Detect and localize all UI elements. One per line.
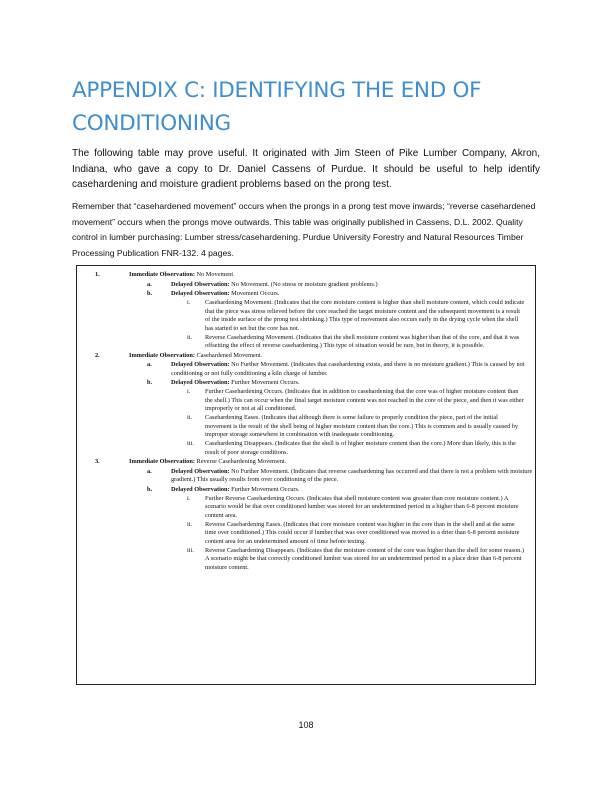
- observation-label: Delayed Observation:: [171, 485, 230, 493]
- outline-item-level-2: [77, 468, 535, 485]
- observation-text: Reverse Casehardening Disappears. (Indicates that the moisture content of the core was higher than the shell for some reason.) A scenario might be that correctly conditioned lumber was stored for an undetermined period in a place drier than 6-8 percent moisture content.: [205, 546, 524, 571]
- item-number: 3.: [95, 458, 100, 465]
- outline-item-level-3: [77, 299, 535, 333]
- item-number: b.: [147, 485, 153, 493]
- outline-item-level-2: [77, 290, 535, 299]
- page-number: 108: [298, 720, 314, 730]
- observation-label: Delayed Observation:: [171, 361, 230, 368]
- outline-item-level-2: [77, 486, 535, 495]
- observation-text: Casehardening Disappears. (Indicates that the shell is of higher moisture content than the core.) More than likely, this is the result of poor storage conditions.: [205, 440, 516, 456]
- outline-item-level-2: [77, 361, 535, 378]
- observation-label: Immediate Observation:: [129, 271, 195, 278]
- observation-text: Further Reverse Casehardening Occurs. (Indicates that shell moisture content was greater than core moisture content.) A scenario would be that over conditioned lumber was stored for an undetermined period in a higher than 6-8 percent moisture content area.: [205, 494, 519, 519]
- observation-text: Casehardening Movement. (Indicates that the core moisture content is higher than shell moisture content, which could indicate that the piece was stress relieved before the core reached the target moisture content and the subsequent movement is a result of the inside surface of the prong test shrinking.) This type of movement also occurs early in the drying cycle when the shell has started to set but the core has not.: [205, 299, 525, 332]
- outline-item-level-3: [77, 521, 535, 547]
- outline-item-level-1: [77, 458, 535, 467]
- page-title: APPENDIX C: IDENTIFYING THE END OF CONDITIONING: [72, 78, 482, 136]
- observation-text: Reverse Casehardening Movement.: [196, 458, 287, 465]
- observation-text: Casehardening Eases. (Indicates that although there is some failure to properly condition the piece, part of the initial movement is the result of the shell being of higher moisture content than the core.) This is common and is usually caused by improper storage somewhere in combination with inadequate conditioning.: [205, 414, 519, 438]
- observation-label: Immediate Observation:: [129, 458, 195, 465]
- outline-item-level-2: [77, 379, 535, 388]
- item-number: ii.: [187, 520, 193, 528]
- item-number: ii.: [187, 414, 193, 421]
- item-number: 2.: [95, 351, 100, 359]
- observation-text: No Further Movement. (Indicates that casehardening exists, and there is no moisture gradient.) This is caused by not conditioning or not fully conditioning a kiln charge of lumber.: [171, 361, 525, 377]
- outline-item-level-1: [77, 271, 535, 280]
- observation-text: Reverse Casehardening Movement. (Indicates that the shell moisture content was higher than that of the core, and that it was offsetting the effect of reverse casehardening.) This type of situation would be rare, but in theory, it is possible.: [205, 333, 520, 349]
- item-number: i.: [187, 388, 191, 395]
- item-number: b.: [147, 379, 153, 386]
- item-number: iii.: [187, 440, 194, 447]
- outline-item-level-3: [77, 547, 535, 573]
- outline-item-level-3: [77, 388, 535, 414]
- item-number: i.: [187, 299, 191, 306]
- observation-text: Further Movement Occurs.: [231, 379, 300, 386]
- observation-label: Delayed Observation:: [171, 290, 230, 297]
- observation-text: Further Movement Occurs.: [231, 485, 300, 493]
- outline-item-level-3: [77, 414, 535, 440]
- observation-text: Reverse Casehardening Eases. (Indicates that core moisture content was higher in the core than in the shell and at the same time over conditioned.) This could occur if lumber that was over conditioned was moved to a drier than 6-8 percent moisture content area for an undetermined amount of time before testing.: [205, 520, 520, 545]
- item-number: b.: [147, 290, 153, 297]
- observation-text: Movement Occurs.: [231, 290, 280, 297]
- observation-text: No Movement. (No stress or moisture gradient problems.): [231, 280, 378, 288]
- citation-note: Remember that “casehardened movement” occurs when the prongs in a prong test move inwards; “reverse casehardened movement” occurs when the prongs move outwards. This table was originally published in Cassens, D.L. 2002. Quality control in lumber purchasing: Lumber stress/casehardening. Purdue University Forestry and Natural Resources Timber Processing Publication FNR-132. 4 pages.: [72, 201, 536, 258]
- observation-text: Casehardened Movement.: [196, 351, 263, 359]
- observation-label: Delayed Observation:: [171, 467, 230, 475]
- observation-text: Further Casehardening Occurs. (Indicates that in addition to casehardening that the core was of higher moisture content than the shell.) This can occur when the final target moisture content was not reached in the core of the piece, and then it was either improperly or not at all conditioned.: [205, 388, 524, 412]
- casehardening-table: [76, 265, 536, 685]
- observation-label: Immediate Observation:: [129, 351, 195, 359]
- item-number: i.: [187, 494, 191, 502]
- outline-item-level-3: [77, 334, 535, 351]
- observation-label: Delayed Observation:: [171, 379, 230, 386]
- outline-item-level-2: [77, 281, 535, 290]
- item-number: 1.: [95, 271, 100, 278]
- item-number: ii.: [187, 333, 193, 341]
- intro-paragraph: The following table may prove useful. It originated with Jim Steen of Pike Lumber Company, Akron, Indiana, who gave a copy to Dr. Daniel Cassens of Purdue. It should be useful to help identify casehardening and moisture gradient problems based on the prong test.: [72, 148, 540, 190]
- item-number: a.: [147, 467, 152, 475]
- item-number: a.: [147, 361, 152, 368]
- observation-label: Delayed Observation:: [171, 280, 230, 288]
- outline-item-level-3: [77, 495, 535, 521]
- item-number: iii.: [187, 546, 194, 554]
- observation-text: No Further Movement. (Indicates that reverse casehardening has occurred and that there is not a problem with moisture gradient.) This usually results from over conditioning of the piece.: [171, 467, 533, 483]
- observation-outline: [77, 271, 535, 572]
- outline-item-level-1: [77, 352, 535, 361]
- outline-item-level-3: [77, 440, 535, 457]
- observation-text: No Movement: [196, 271, 234, 278]
- item-number: a.: [147, 280, 152, 288]
